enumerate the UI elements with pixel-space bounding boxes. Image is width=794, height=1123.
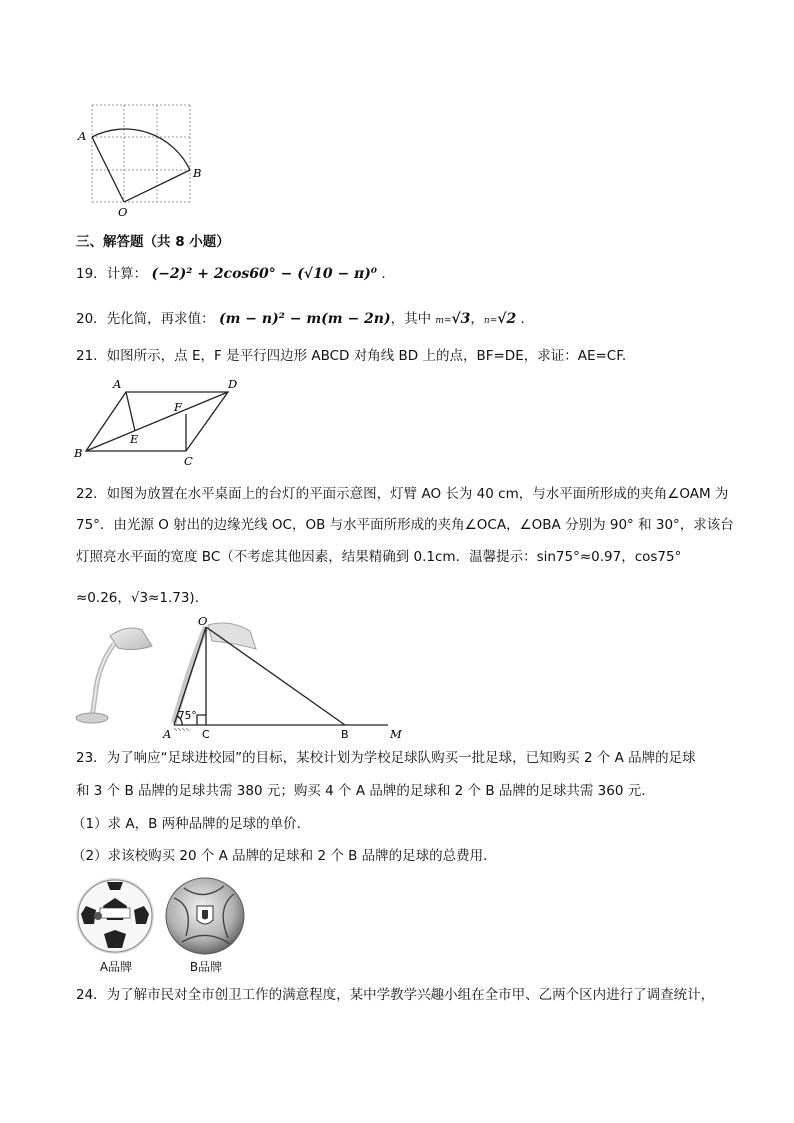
q20-expression: (m − n)² − m(m − 2n): [218, 311, 391, 327]
fig22-label-b: B: [341, 728, 349, 740]
q20-n-eq: n=: [483, 316, 498, 326]
fig18-label-a: A: [78, 129, 87, 143]
q20-m-eq: m=: [435, 316, 452, 326]
fig21-label-b: B: [74, 446, 83, 460]
fig21-label-a: A: [113, 377, 122, 391]
q20-m-value: √3: [451, 311, 471, 327]
q23-line-4: （2）求该校购买 20 个 A 品牌的足球和 2 个 B 品牌的足球的总费用．: [72, 848, 497, 864]
fig21-label-d: D: [228, 377, 238, 391]
football-a-caption: A品牌: [99, 960, 133, 974]
fig18-label-b: B: [193, 166, 202, 180]
q19-end: .: [381, 266, 386, 282]
fig22-label-m: M: [390, 727, 402, 740]
q22-line-2: 75°．由光源 O 射出的边缘光线 OC，OB 与水平面所形成的夹角∠OCA，∠OBA 分别为 90° 和 30°，求该台: [76, 517, 734, 533]
q21-number: 21．: [76, 348, 107, 364]
q19-prefix: 计算：: [106, 266, 148, 282]
fig22-label-a: A: [163, 727, 172, 740]
q22-line-3: 灯照亮水平面的宽度 BC（不考虑其他因素，结果精确到 0.1cm．温馨提示：sin75°≈0.97，cos75°: [76, 549, 682, 565]
q20-text1: 先化简，再求值：: [106, 311, 215, 327]
section-title: 三、解答题（共 8 小题）: [76, 234, 230, 250]
q20-comma: ，: [470, 311, 484, 327]
q23-line-3: （1）求 A，B 两种品牌的足球的单价．: [72, 816, 311, 832]
football-b-caption: B品牌: [189, 960, 223, 974]
q19-number: 19．: [76, 266, 107, 282]
q19-expression: (−2)² + 2cos60° − (√10 − π)⁰: [151, 266, 378, 282]
q20-text2: ，其中: [390, 311, 436, 327]
fig22-label-c: C: [202, 728, 210, 740]
figure-21-parallelogram: [70, 376, 245, 468]
question-24: 24．为了解市民对全市创卫工作的满意程度，某中学教学兴趣小组在全市甲、乙两个区内进行了调查统计，: [76, 987, 715, 1003]
fig21-label-c: C: [184, 454, 193, 468]
football-b-image: [164, 876, 246, 956]
fig22-label-o: O: [198, 615, 208, 628]
question-20: [76, 309, 525, 331]
q23-line-2: 和 3 个 B 品牌的足球共需 380 元；购买 4 个 A 品牌的足球和 2 个 B 品牌的足球共需 360 元．: [76, 783, 655, 799]
figure-22-lamp-diagram: [160, 615, 410, 740]
q20-end: .: [520, 311, 525, 327]
q23-line-1: 23．为了响应“足球进校园”的目标，某校计划为学校足球队购买一批足球，已知购买 2 个 A 品牌的足球: [76, 750, 696, 766]
question-21: [76, 346, 626, 366]
question-19: [76, 264, 386, 284]
q20-n-value: √2: [497, 311, 517, 327]
football-a-image: [74, 876, 156, 956]
q22-line-4: ≈0.26，√3≈1.73).: [76, 590, 199, 606]
lamp-photo: [72, 618, 162, 730]
figure-18-diagram: [70, 98, 220, 223]
q21-text: 如图所示，点 E，F 是平行四边形 ABCD 对角线 BD 上的点，BF=DE，求证：AE=CF.: [106, 348, 627, 364]
fig21-label-e: E: [130, 432, 139, 446]
fig18-label-o: O: [118, 205, 128, 219]
fig21-label-f: F: [174, 400, 182, 414]
q22-line-1: 22．如图为放置在水平桌面上的台灯的平面示意图，灯臂 AO 长为 40 cm，与水平面所形成的夹角∠OAM 为: [76, 486, 729, 502]
fig22-angle-label: 75°: [178, 710, 197, 722]
q20-number: 20．: [76, 311, 107, 327]
